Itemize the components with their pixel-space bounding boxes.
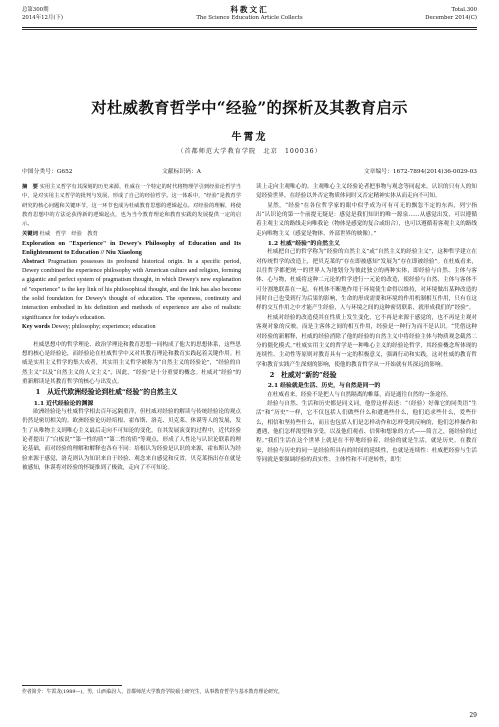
subsection-1-2-heading: 1.2 杜威“经验”的自然主义: [267, 240, 340, 248]
keywords-cn: [22, 230, 241, 239]
abstract-text: 实用主义哲学有其深刻的历史来源，杜威在一个特定的时代将物理学引到经验论哲学当中，是对实用主义哲学的批判与发展，形成了自己的经验哲学。这一体系中，“经验”是教育学研究的核心问题和关键环节，这一环节也成为杜威教育思想的逻辑起点。对经验的理解，将使教育思想中的方法论获得新的逻辑起点，也为当今教育理论和教育实践的发展提供一定的启示。: [22, 184, 241, 228]
section-1-heading: 1 从近代欧洲经验论到杜威“经验”的自然主义: [35, 388, 178, 397]
right-column: [256, 183, 477, 465]
abstract-en-text: Pragmatism possesses its profound historical origin. In a specific period, Dewey combined the experience philosophy with American culture and religion, forming a gigantic and perfect system of pragmatism thought, in which Dewey's new explanation of "experience" is the key link of his philosophical thought, and the link has also become the solid foundation for Dewey's thought of education. The openness, continuity and interaction embodied in his definition and methods of experience are also of realistic significance for today's education.: [22, 258, 242, 321]
abstract-en: [22, 258, 241, 323]
subsection-2-1-text-b: 经验与自然、生活和历史都是同义词，他曾这样表述：“（经验）好像它的同类语“生活”和“历史”一样，它不仅包括人们做些什么和遭遇些什么，他们追求些什么，爱些什么，相信和坚持些什么，而且也包括人们是怎样动作和怎样受到反响的，他们怎样操作和遭遇，他们怎样渴望和享受，以及他们观看、信仰和想象的方式——简言之，能经验的过程。”我们生活在这个世界上就是在不停地经验着，经验的就是生活，就是历史。在教育家，经验与历史的同一是经验所具有的时间的延续性，也就是连续性：杜威把经验与生活等同就是要强调经验的真实性、主体性和不可逆转性，即生: [256, 400, 477, 463]
document-code: 文献标识码：A: [162, 169, 201, 175]
paragraph-lenin: 显然，“经验”在各位哲学家的眼中似乎成为可有可无的飘忽不定的东西，列宁指出“认识论的第一个前提无疑是：感觉是我们知识的唯一源泉……从感觉出发，可以遵循着主观主义的路线走向唯我论（物体是感觉的复合或组合），也可以遵循着客观主义的路线走向唯物主义（感觉是物体、外部世界的映像）。”: [256, 202, 477, 237]
journal-name: [0, 6, 499, 22]
journal-title-cn: 科教文汇: [230, 5, 269, 14]
subsection-1-1-text: 欧洲经验论与杜威哲学相去百年远隔重洋，但杜威对经验的解读与传统经验论的观点仍然是密切相关的。欧洲经验论历经培根、霍布斯、洛克、贝克莱、休谟等人的发展，发生了从唯物主义到唯心主义最后走向不可知论的变化。在其发展演变的过程中，近代经验论者提出了“白板说”“第一性的质”“第二性的质”等观点，形成了人性论与认识论联系的理论基础，而对经验的理解和解释也各有不同：培根认为经验是认识的来源，霍布斯认为经验来源于感觉，洛克则认为知识来自于经验、观念来自感觉和反省，贝克莱指出存在就是被感知，休谟将对经验的怀疑推到了极致，走向了不可知论。: [22, 408, 241, 471]
article-title: 对杜威教育哲学中“经验”的探析及其教育启示: [91, 99, 408, 117]
issue-date: 2014年12月(下): [22, 15, 63, 21]
keywords-en-text: Dewey; philosophy; experience; education: [51, 324, 156, 331]
abstract-en-label: Abstract: [22, 258, 45, 265]
abstract-en-title: Exploration on "Experience" in Dewey's Philosophy of Education and Its Enlightenment to Education // Niu Xiaolong: [22, 240, 241, 257]
subsection-1-2-text: 杜威把自己的哲学称为“经验的自然主义”或“自然主义的经验主义”，这种哲学建立在对传统哲学的改造上，把贝克莱的“存在即被感知”发展为“存在即被经验”。在杜威看来，以往哲学都把统一的世界人为地划分为彼此独立的两种实体，即经验与自然、主体与客体、心与物，杜威将这种二元论的哲学进行一元论的改造，使经验与自然、主体与客体不可分割地联系在一起。有机体不断地作用于环境使生命得以维持，对环境做出某种改造的同时自己也受到行为后果的影响，生命的形成需要和环境的作用机制相互作用，只有在这样的交互作用之中才能产生经验，人与环境之间的这种密切联系，就形成我们的“经验”。: [256, 249, 477, 312]
left-column: [22, 183, 241, 473]
issue-month: December 2014(C): [425, 15, 477, 21]
keywords-label: 关键词: [22, 230, 38, 237]
section-2-heading: 2 杜威对“新的”经验: [269, 370, 337, 379]
keywords-en: [22, 323, 241, 332]
journal-title-en: The Science Education Article Collects: [196, 15, 303, 21]
keywords-en-label: Key words: [22, 324, 50, 331]
abstract-label: 摘 要: [22, 184, 38, 190]
header-rule-thin: [22, 29, 477, 30]
subsection-2-1-heading: 2.1 经验就是生活、历史，与自然是同一的: [267, 382, 381, 390]
subsection-1-2-text-b: 杜威对经验的改造使其在性质上发生变化，它不再是来源于感觉的，也不再是主观对客观对象的反映，而是主客体之间的相互作用，经验是一种行为而不是认识。“凭借这种对经验的新解释，杜威的经验消除了他的经验的自然主义中将经验主体与物质观念截然二分的僵化模式。”杜威实用主义的哲学是一种唯心主义的经验论哲学，其经验概念所体现的连续性、主动性等原则对教育具有一定的积极意义，强调行动和实践，这对杜威的教育哲学和教育实践产生深刻的影响，使他的教育哲学从一开始就有其深远的影响。: [256, 314, 477, 368]
article-author: 牛霄龙: [231, 132, 268, 143]
issue-number: 总第300期: [22, 7, 49, 13]
intro-paragraph: 杜威思想中的哲学理论、政治学理论和教育思想一同构成了他大的思想体系，这些思想的核心是经验论，而经验论在杜威哲学中又对其教育理论和教育实践起着关键作用。杜威是实用主义哲学的集大成者，其实用主义哲学被称为“自然主义的经验论”，“经验的自然主义”以及“自然主义的人文主义”，因此，“经验”是十分重要的概念。杜威对“经验”的重新解读是其教育哲学的核心与出发点。: [22, 341, 241, 385]
total-issue: Total.300: [451, 7, 477, 13]
clc-number: 中图分类号：G652: [22, 169, 73, 175]
subsection-2-1-text: 在杜威看来，经验不是把人与自然隔离的帷幕，而是通往自然的一条途径。: [267, 391, 452, 398]
footnote-rule: [22, 685, 122, 686]
keywords-text: 杜威 哲学 经验 教育: [39, 230, 98, 237]
continued-paragraph: 读上走向主观唯心的。主观唯心主义经验论者把事物与观念等同起来，认识的只有人的知觉经验世界，在经验以外否定物质体同时又否定精神实体从而走向不可知。: [256, 184, 477, 200]
author-footnote: 作者简介：牛霄龙(1989—)，男，山西临汾人，首都师范大学教育学院硕士研究生，从事教育哲学与基本教育理论研究。: [22, 689, 283, 695]
subsection-1-1-heading: 1.1 近代经验论的渊源: [33, 399, 94, 407]
article-number: 文章编号：1672-7894(2014)36-0029-03: [363, 169, 477, 175]
page-number: 29: [469, 712, 477, 719]
author-affiliation: （首都师范大学教育学院 北京 100036）: [177, 148, 322, 155]
header-rule: [22, 27, 477, 28]
abstract-cn: [22, 183, 241, 230]
journal-issue-right: [425, 6, 477, 22]
